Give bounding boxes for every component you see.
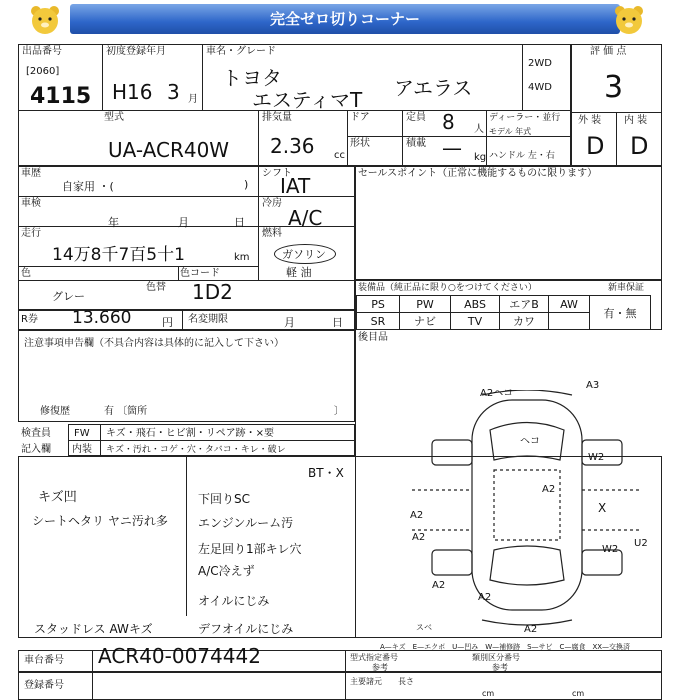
lot-number: 4115	[30, 84, 92, 109]
remark-9: スタッドレス AWキズ	[34, 622, 153, 636]
bottom-f: 長さ	[398, 677, 414, 686]
dealer-label: ディーラー・並行	[489, 113, 561, 123]
inspector-label-1: 検査員	[21, 428, 51, 439]
grade-label: 評 価 点	[590, 46, 627, 57]
equip-sr: SR	[357, 313, 400, 330]
damage-legend: A—キズ E—エクボ U—凹み W—補修跡 S—サビ C—腐食 XX—交換済	[380, 643, 631, 651]
equip-tv: TV	[451, 313, 500, 330]
reg-month: 3	[167, 80, 180, 104]
car-model: エスティマT	[252, 88, 363, 112]
remark-6: A/C冷えず	[198, 564, 255, 578]
equip-aw: AW	[549, 296, 590, 313]
drive-2wd: 2WD	[528, 58, 552, 69]
displacement: 2.36	[270, 134, 315, 158]
ext-grade: D	[586, 132, 605, 160]
mark-8: A2	[412, 532, 426, 543]
equip-pw: PW	[400, 296, 451, 313]
name-change-month: 月	[284, 316, 295, 329]
bottom-e: 主要諸元	[350, 677, 382, 686]
chassis-label: 車台番号	[24, 655, 64, 666]
car-maker: トヨタ	[222, 66, 282, 90]
bottom-g: cm	[482, 689, 495, 698]
capacity-label: 定員	[406, 112, 426, 123]
model-code-label: 型式	[104, 112, 124, 123]
equip-leather: カワ	[500, 313, 549, 330]
bt-mark: BT・X	[308, 466, 344, 480]
fuel-gasoline: ガソリン	[282, 248, 326, 261]
auction-sheet	[12, 40, 662, 700]
reg-no-label: 登録番号	[24, 680, 64, 691]
ac-label: 冷房	[262, 198, 282, 209]
ac-value: A/C	[288, 206, 323, 230]
remark-3: 下回りSC	[198, 492, 250, 506]
chassis-number: ACR40-0074442	[98, 644, 261, 668]
inspection-year: 年	[108, 216, 119, 229]
displacement-label: 排気量	[262, 112, 292, 123]
reg-month-unit: 月	[188, 94, 198, 105]
mark-12: A2	[478, 592, 492, 603]
mark-9: W2	[602, 544, 619, 555]
mark-6: A2	[542, 484, 556, 495]
mark-14: スベ	[416, 623, 432, 632]
color-label: 色	[21, 268, 31, 279]
bottom-b: 類別区分番号	[472, 653, 520, 662]
history-label: 車歴	[21, 168, 41, 179]
fuel-label: 燃料	[262, 228, 282, 239]
bear-mascot-icon	[612, 3, 646, 37]
repair-label: 修復歴	[40, 406, 70, 417]
registration-row	[18, 672, 662, 700]
mark-1: A2ヘコ	[480, 388, 514, 399]
mark-10: U2	[634, 538, 648, 549]
bear-mascot-icon	[28, 3, 62, 37]
inspector-fw: FW	[74, 428, 90, 439]
load-label: 積載	[406, 138, 426, 149]
warranty-value: 有・無	[590, 296, 651, 330]
inspection-label: 車検	[21, 198, 41, 209]
remark-4: エンジンルーム汚	[198, 516, 294, 530]
warranty-label: 新車保証	[608, 283, 645, 293]
inspector-interior: 内装	[72, 444, 92, 455]
history-value: 自家用 ・(	[62, 180, 114, 193]
reg-year: H16	[112, 80, 153, 104]
reg-date-label: 初度登録年月	[106, 46, 166, 57]
repair-value: 有 〔箇所	[104, 406, 148, 417]
capacity: 8	[442, 110, 455, 134]
lot-label: 出品番号	[22, 46, 62, 57]
car-damage-diagram	[402, 390, 652, 636]
name-change-day: 日	[332, 316, 343, 329]
bottom-a: 型式指定番号	[350, 653, 398, 662]
mark-11: A2	[432, 580, 446, 591]
inspector-row1: キズ・飛石・ヒビ割・リペア跡・×要	[106, 428, 274, 439]
mark-7: X	[598, 501, 607, 515]
equipment-table	[356, 295, 651, 330]
color-code: 1D2	[192, 280, 233, 304]
mark-13: A2	[524, 624, 538, 635]
sales-point-block	[355, 166, 662, 280]
car-label: 車名・グレード	[206, 46, 276, 57]
recycle-unit: 円	[162, 316, 173, 329]
inspector-row2: キズ・汚れ・コゲ・穴・タバコ・キレ・破レ	[106, 445, 286, 455]
bottom-h: cm	[572, 689, 585, 698]
mark-5: W2	[588, 452, 605, 463]
load-value: —	[442, 136, 462, 160]
drive-4wd: 4WD	[528, 82, 552, 93]
fuel-diesel: 軽 油	[286, 266, 312, 279]
inspector-label-2: 記入欄	[21, 444, 51, 455]
remark-8: デフオイルにじみ	[198, 622, 294, 636]
inspection-month: 月	[178, 216, 189, 229]
color-value: グレー	[52, 290, 85, 303]
mileage-label: 走行	[21, 228, 41, 239]
mark-2: A3	[586, 380, 600, 391]
equip-navi: ナビ	[400, 313, 451, 330]
bottom-c: 参考	[372, 663, 388, 672]
color-code-label: 色コード	[180, 268, 220, 279]
cc-unit: cc	[334, 150, 345, 161]
remark-7: オイルにじみ	[198, 594, 270, 608]
name-change-label: 名変期限	[188, 314, 228, 325]
grade-value: 3	[604, 70, 624, 105]
mileage-unit: km	[234, 252, 250, 263]
door-label: ドア	[350, 112, 370, 123]
model-code: UA-ACR40W	[108, 138, 230, 162]
equip-airbag: エアB	[500, 296, 549, 313]
recycle-row	[18, 310, 355, 330]
rear-seat-label: 後目品	[358, 332, 388, 343]
capacity-unit: 人	[474, 124, 484, 135]
header	[0, 0, 700, 40]
model-year-label: モデル 年式	[489, 127, 532, 136]
mark-3: ヘコ	[520, 436, 540, 447]
recycle-value: 13.660	[72, 308, 132, 328]
notes-label: 注意事項申告欄（不具合内容は具体的に記入して下さい）	[24, 338, 284, 349]
int-label: 内 装	[624, 115, 648, 126]
remark-2: シートヘタリ ヤニ汚れ多	[32, 514, 168, 528]
equipment-label: 装備品（純正品に限り○をつけてください）	[358, 283, 537, 293]
bottom-d: 参考	[492, 663, 508, 672]
mark-4: A2	[410, 510, 424, 521]
car-grade: アエラス	[394, 76, 473, 100]
shape-label: 形状	[350, 138, 370, 149]
remark-5: 左足回り1部キレ穴	[198, 542, 302, 556]
sales-point-label: セールスポイント（正常に機能するものに限ります）	[358, 168, 598, 179]
repair-close: 〕	[334, 406, 344, 417]
lot-sub: [2060]	[26, 66, 60, 77]
equip-abs: ABS	[451, 296, 500, 313]
inspection-day: 日	[234, 216, 245, 229]
shift-value: IAT	[280, 174, 311, 198]
recycle-label: R券	[21, 314, 38, 325]
load-unit: kg	[474, 152, 487, 163]
equip-ps: PS	[357, 296, 400, 313]
history-close: )	[244, 178, 249, 191]
int-grade: D	[630, 132, 649, 160]
ext-label: 外 装	[578, 115, 602, 126]
banner-title: 完全ゼロ切りコーナー	[70, 4, 620, 34]
handle-label: ハンドル 左・右	[489, 151, 555, 161]
shift-label: シフト	[262, 168, 292, 179]
color-change-label: 色替	[146, 282, 166, 293]
mileage-value: 14万8千7百5十1	[52, 245, 185, 265]
remark-1: キズ凹	[38, 490, 77, 505]
